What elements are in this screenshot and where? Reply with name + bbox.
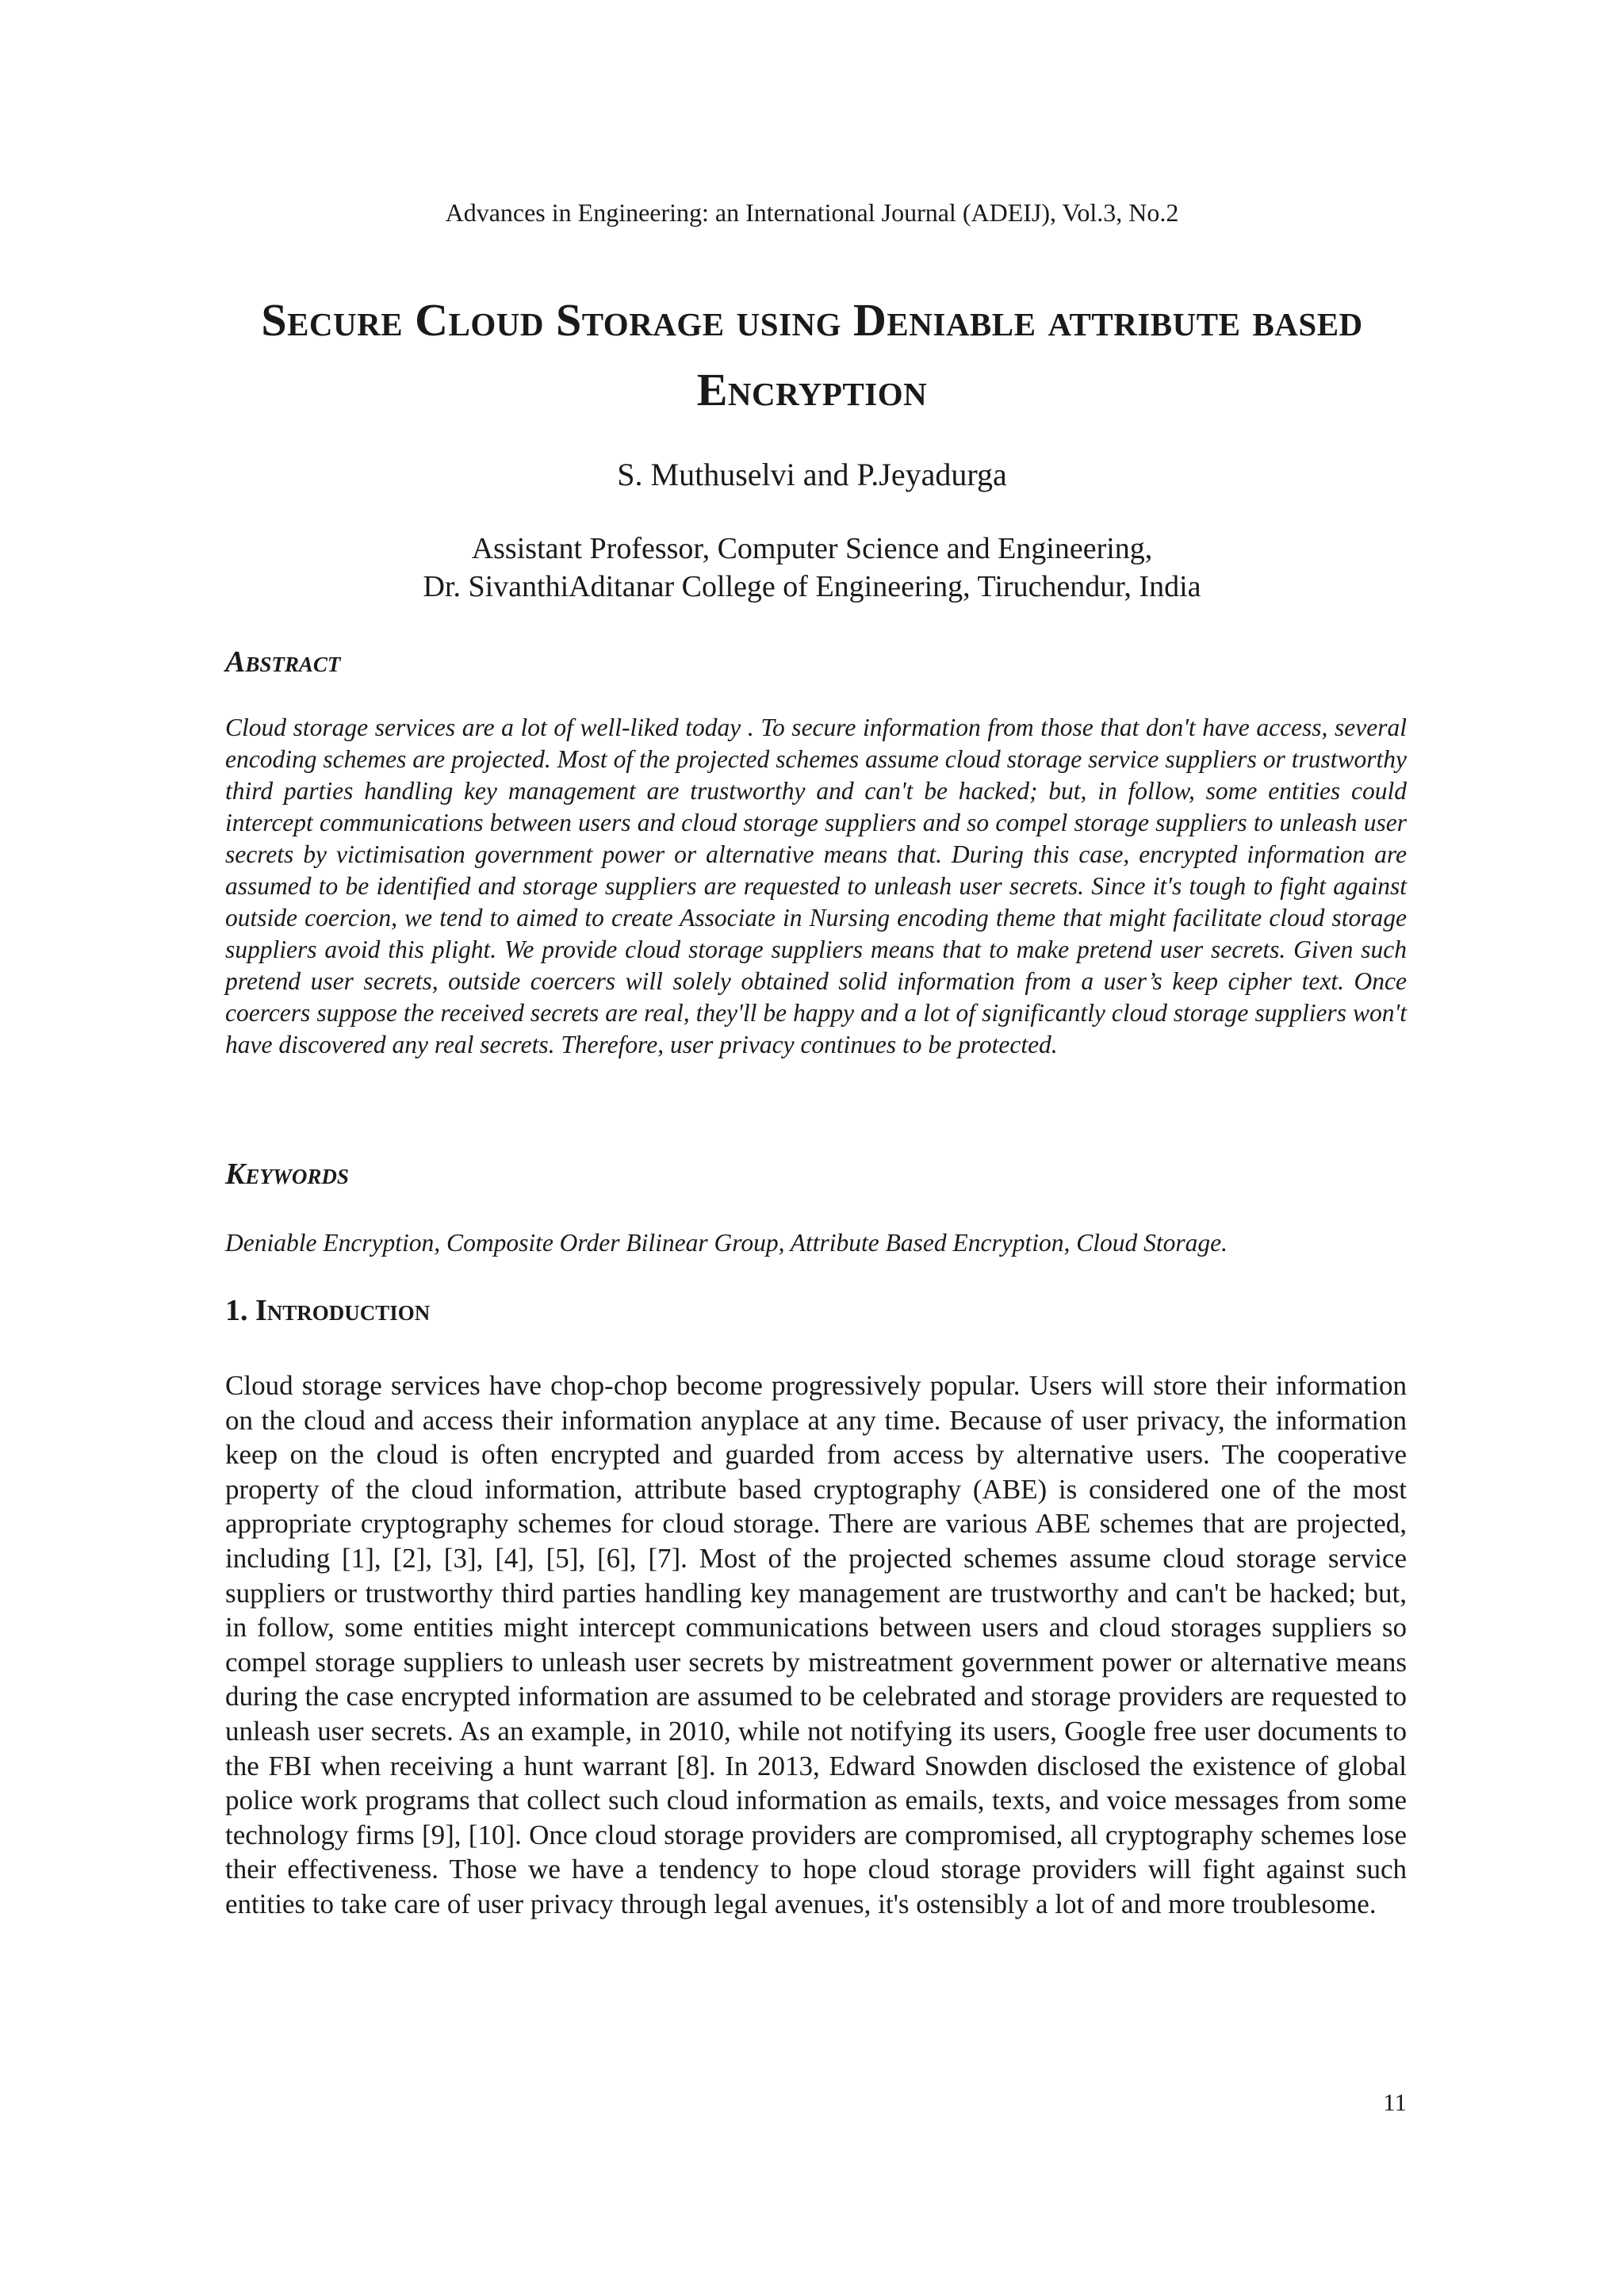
keywords-text: Deniable Encryption, Composite Order Bilinear Group, Attribute Based Encryption, Cloud Storage. <box>225 1229 1228 1257</box>
introduction-heading: 1. Introduction <box>225 1294 431 1327</box>
affiliation-line-1: Assistant Professor, Computer Science and Engineering, <box>471 532 1153 565</box>
keywords-heading: Keywords <box>225 1158 349 1191</box>
abstract-heading: Abstract <box>225 645 341 679</box>
paper-authors: S. Muthuselvi and P.Jeyadurga <box>617 457 1007 492</box>
introduction-text: Cloud storage services have chop-chop become progressively popular. Users will store their information on the cloud and access their information anyplace at any time. Because of user privacy, the information keep on the cloud is often encrypted and guarded from access by alternative users. The cooperative property of the cloud information, attribute based cryptography (ABE) is considered one of the most appropriate cryptography schemes for cloud storage. There are various ABE schemes that are projected, including [1], [2], [3], [4], [5], [6], [7]. Most of the projected schemes assume cloud storage service suppliers or trustworthy third parties handling key management are trustworthy and can't be hacked; but, in follow, some entities might intercept communications between users and cloud storages suppliers so compel storage suppliers to unleash user secrets by mistreatment government power or alternative means during the case encrypted information are assumed to be celebrated and storage providers are requested to unleash user secrets. As an example, in 2010, while not notifying its users, Google free user documents to the FBI when receiving a hunt warrant [8]. In 2013, Edward Snowden disclosed the existence of global police work programs that collect such cloud information as emails, texts, and voice messages from some technology firms [9], [10]. Once cloud storage providers are compromised, all cryptography schemes lose their effectiveness. Those we have a tendency to hope cloud storage providers will fight against such entities to take care of user privacy through legal avenues, it's ostensibly a lot of and more troublesome. <box>225 1370 1407 1919</box>
author-affiliation <box>0 530 1624 606</box>
abstract-text: Cloud storage services are a lot of well-liked today . To secure information from those that don't have access, several encoding schemes are projected. Most of the projected schemes assume cloud storage service suppliers or trustworthy third parties handling key management are trustworthy and can't be hacked; but, in follow, some entities could intercept communications between users and cloud storage suppliers and so compel storage suppliers to unleash user secrets by victimisation government power or alternative means that. During this case, encrypted information are assumed to be identified and storage suppliers are requested to unleash user secrets. Since it's tough to fight against outside coercion, we tend to aimed to create Associate in Nursing encoding theme that might facilitate cloud storage suppliers avoid this plight. We provide cloud storage suppliers means that to make pretend user secrets. Given such pretend user secrets, outside coercers will solely obtained solid information from a user’s keep cipher text. Once coercers suppose the received secrets are real, they'll be happy and a lot of significantly cloud storage suppliers won't have discovered any real secrets. Therefore, user privacy continues to be protected. <box>225 714 1407 1058</box>
journal-header: Advances in Engineering: an International Journal (ADEIJ), Vol.3, No.2 <box>445 198 1179 227</box>
affiliation-line-2: Dr. SivanthiAditanar College of Engineering, Tiruchendur, India <box>423 570 1201 603</box>
page-number: 11 <box>1383 2088 1407 2116</box>
paper-title: Secure Cloud Storage using Deniable attribute based Encryption <box>261 294 1363 415</box>
